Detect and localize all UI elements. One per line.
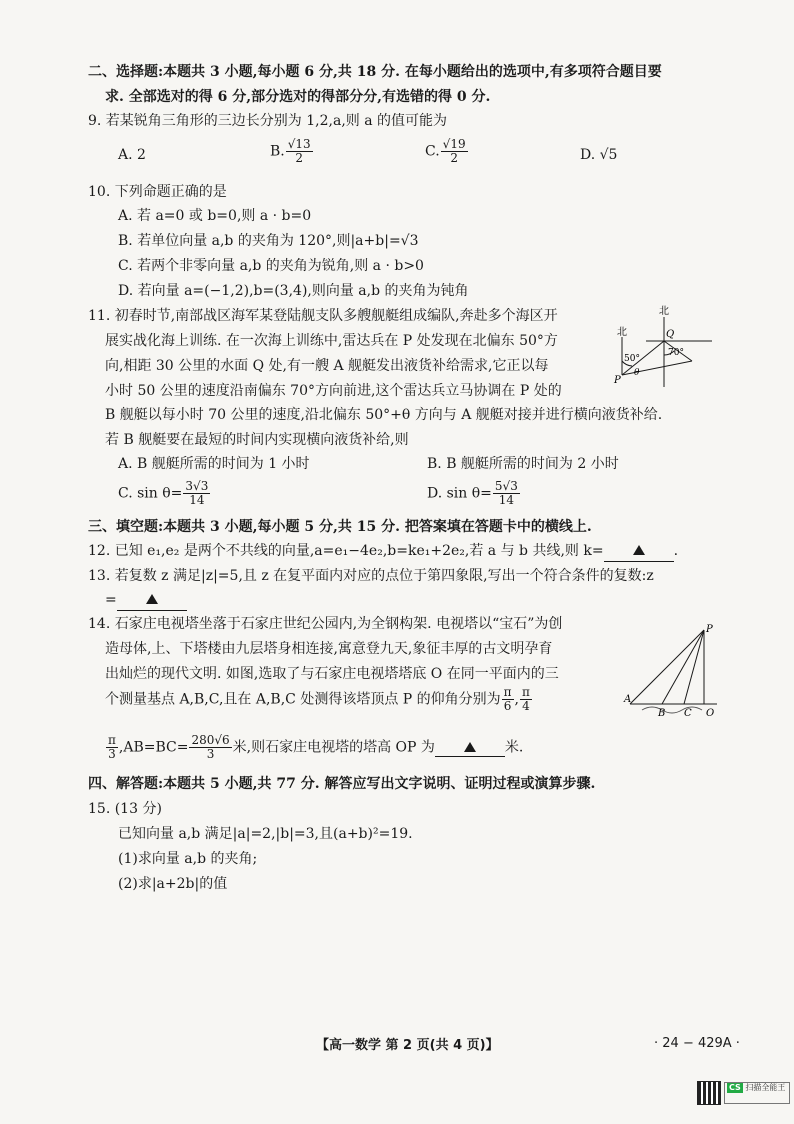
q10-option-c: C. 若两个非零向量 a,b 的夹角为锐角,则 a · b>0 [118, 258, 424, 274]
q14-line-pa [630, 630, 704, 704]
scanner-name: 扫描全能王 [745, 1083, 786, 1092]
section4-heading: 四、解答题:本题共 5 小题,共 77 分. 解答应写出文字说明、证明过程或演算步骤. [88, 776, 596, 792]
q14-fig-b: B [658, 708, 666, 719]
q11-navigation-diagram [612, 303, 722, 391]
q11-fig-50: 50° [624, 354, 640, 364]
q14-line4: 个测量基点 A,B,C,且在 A,B,C 处测得该塔顶点 P 的仰角分别为 $\frac{\pi}{6}$ , $\frac{\pi}{4}$ [105, 685, 530, 713]
q14-fig-a: A [624, 694, 632, 705]
q14-ground-texture [642, 707, 702, 713]
q14-fig-c: C [684, 708, 692, 719]
q14-fig-o: O [706, 708, 715, 719]
qr-code-icon [697, 1081, 721, 1105]
q10-stem: 10. 下列命题正确的是 [88, 184, 227, 200]
q11-option-c: C. sin θ= $\frac{3√3}{14}$ [118, 479, 209, 507]
triangle-marker-icon [633, 545, 645, 555]
q11-line5: B 舰艇以每小时 70 公里的速度,沿北偏东 50°+θ 方向与 A 舰艇对接并进行横向液货补给. [105, 407, 663, 423]
q15-title: 15. (13 分) [88, 801, 162, 817]
q11-line6: 若 B 舰艇要在最短的时间内实现横向液货补给,则 [105, 432, 409, 448]
q15-part2: (2)求|a+2b|的值 [118, 876, 228, 892]
q11-line2: 展实战化海上训练. 在一次海上训练中,雷达兵在 P 处发现在北偏东 50°方 [105, 333, 558, 349]
q11-fig-p: P [614, 375, 621, 386]
q11-option-a: A. B 舰艇所需的时间为 1 小时 [118, 456, 310, 472]
q15-stem: 已知向量 a,b 满足|a|=2,|b|=3,且(a+b)²=19. [118, 826, 413, 842]
section3-heading: 三、填空题:本题共 3 小题,每小题 5 分,共 15 分. 把答案填在答题卡中的横线上. [88, 519, 592, 535]
q14-fig-p: P [706, 624, 713, 635]
q14-line-pb [662, 630, 704, 704]
q11-fig-70: 70° [668, 348, 684, 358]
q11-line4: 小时 50 公里的速度沿南偏东 70°方向前进,这个雷达兵立马协调在 P 处的 [105, 383, 562, 399]
q9-option-d: D. √5 [580, 147, 618, 163]
q14-line2: 造母体,上、下塔楼由九层塔身相连接,寓意登九天,象征丰厚的古文明孕育 [105, 641, 553, 657]
section2-heading-cont: 求. 全部选对的得 6 分,部分选对的得部分分,有选错的得 0 分. [105, 89, 491, 105]
page-footer-code: · 24 − 429A · [654, 1036, 740, 1051]
triangle-marker-icon [146, 594, 158, 604]
q14-answer-blank[interactable] [435, 740, 505, 757]
q14-line3: 出灿烂的现代文明. 如图,选取了与石家庄电视塔塔底 O 在同一平面内的三 [105, 666, 559, 682]
q11-fig-north1: 北 [659, 306, 669, 317]
q9-stem: 9. 若某锐角三角形的三边长分别为 1,2,a,则 a 的值可能为 [88, 113, 448, 129]
q9-option-c: C. $\frac{√19}{2}$ [425, 137, 466, 165]
q12: 12. 已知 e₁,e₂ 是两个不共线的向量,a=e₁−4e₂,b=ke₁+2e₂,若 a 与 b 共线,则 k= . [88, 541, 678, 562]
triangle-marker-icon [464, 742, 476, 752]
q12-stem: 12. 已知 e₁,e₂ 是两个不共线的向量,a=e₁−4e₂,b=ke₁+2e₂,若 a 与 b 共线,则 k= [88, 543, 604, 559]
q14-line-pc [684, 630, 704, 704]
q10-option-b: B. 若单位向量 a,b 的夹角为 120°,则|a+b|=√3 [118, 233, 419, 249]
q9-option-b: B. $\frac{√13}{2}$ [270, 137, 311, 165]
section2-heading: 二、选择题:本题共 3 小题,每小题 6 分,共 18 分. 在每小题给出的选项中,有多项符合题目要 [88, 64, 662, 80]
q11-line1: 11. 初春时节,南部战区海军某登陆舰支队多艘舰艇组成编队,奔赴多个海区开 [88, 308, 558, 324]
page-footer-center: 【高一数学 第 2 页(共 4 页)】 [316, 1038, 499, 1053]
q11-line3: 向,相距 30 公里的水面 Q 处,有一艘 A 舰艇发出液货补给需求,它正以每 [105, 358, 549, 374]
q11-fig-theta: θ [634, 368, 640, 378]
q11-fig-q: Q [666, 329, 675, 340]
q13-answer-blank[interactable] [117, 590, 187, 611]
q14-line5: $\frac{\pi}{3}$ ,AB=BC= $\frac{280√6}{3}$ 米,则石家庄电视塔的塔高 OP 为 米. [108, 733, 524, 761]
q14-line1: 14. 石家庄电视塔坐落于石家庄世纪公园内,为全钢构架. 电视塔以“宝石”为创 [88, 616, 563, 632]
q11-option-b: B. B 舰艇所需的时间为 2 小时 [427, 456, 619, 472]
q10-option-d: D. 若向量 a=(−1,2),b=(3,4),则向量 a,b 的夹角为钝角 [118, 283, 469, 299]
q9-option-a: A. 2 [118, 147, 146, 163]
q14-tower-diagram [622, 620, 722, 720]
scanner-badge: CS [729, 1083, 741, 1092]
q12-answer-blank[interactable] [604, 541, 674, 562]
q11-fig-north2: 北 [617, 327, 627, 338]
q10-option-a: A. 若 a=0 或 b=0,则 a · b=0 [118, 208, 312, 224]
q13-answer-line: = [105, 590, 187, 611]
scanner-watermark [724, 1082, 790, 1104]
q15-part1: (1)求向量 a,b 的夹角; [118, 851, 258, 867]
q13-stem: 13. 若复数 z 满足|z|=5,且 z 在复平面内对应的点位于第四象限,写出一个符合条件的复数:z [88, 568, 654, 584]
q11-option-d: D. sin θ= $\frac{5√3}{14}$ [427, 479, 518, 507]
